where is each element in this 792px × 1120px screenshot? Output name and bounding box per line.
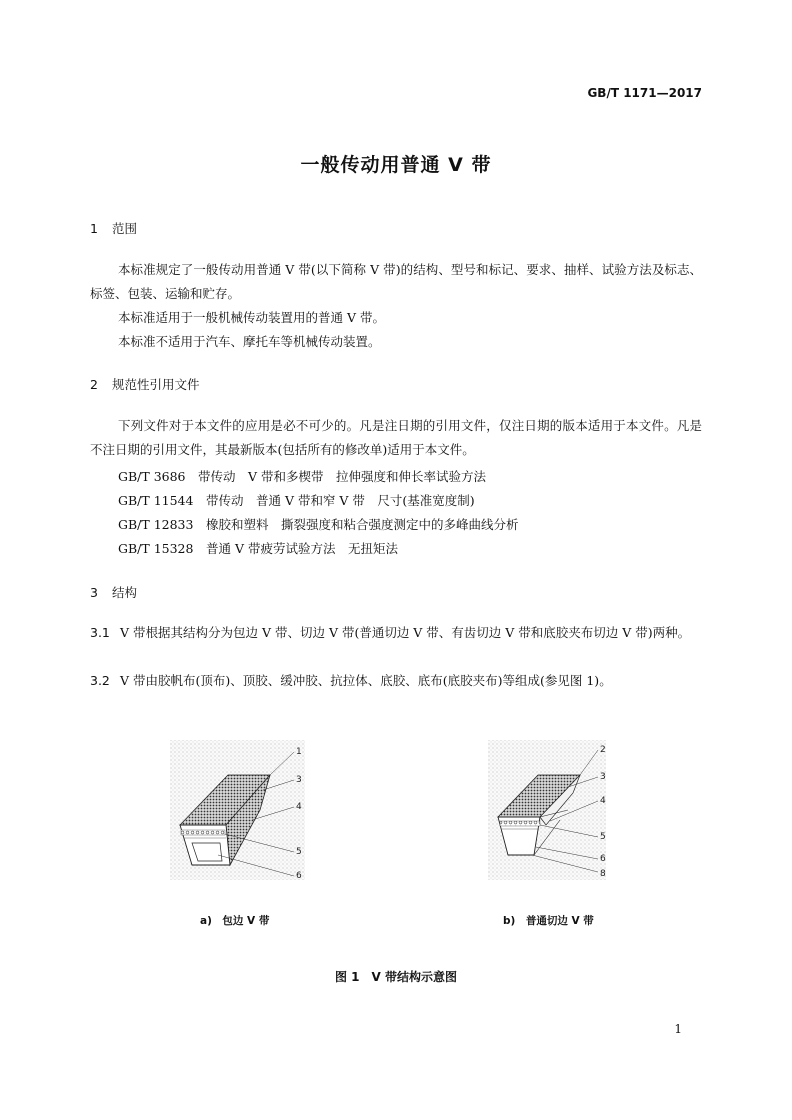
callout-label: 3 [296,775,302,785]
section-3-number: 3 [90,585,98,600]
clause-3-2-number: 3.2 [90,673,110,688]
reference-code: GB/T 12833 [118,517,194,532]
reference-item [118,491,475,509]
figure-caption: 图 1 V 带结构示意图 [335,970,457,984]
reference-title: 普通 V 带疲劳试验方法 无扭矩法 [205,541,398,556]
figure-a-caption: a) 包边 V 带 [200,915,270,927]
callout-label: 2 [600,745,606,755]
section-1-number: 1 [90,221,98,236]
callout-label: 6 [600,854,606,864]
reference-title: 带传动 普通 V 带和窄 V 带 尺寸(基准宽度制) [205,493,475,508]
callout-label: 5 [600,832,606,842]
section-2-heading [90,375,200,393]
clause-3-1-text: V 带根据其结构分为包边 V 带、切边 V 带(普通切边 V 带、有齿切边 V 带和底胶夹布切边 V 带)两种。 [120,625,691,640]
reference-title: 带传动 V 带和多楔带 拉伸强度和伸长率试验方法 [198,469,487,484]
section-1-heading [90,219,137,237]
figure-b-caption: b) 普通切边 V 带 [503,915,594,927]
reference-title: 橡胶和塑料 撕裂强度和粘合强度测定中的多峰曲线分析 [205,517,519,532]
callout-label: 4 [600,796,606,806]
clause-3-2 [90,669,702,693]
clause-3-2-text: V 带由胶帆布(顶布)、顶胶、缓冲胶、抗拉体、底胶、底布(底胶夹布)等组成(参见图 1)。 [120,673,612,688]
tension-cord-layer [181,830,225,835]
section-1-title: 范围 [112,221,138,236]
document-title: 一般传动用普通 V 带 [300,154,492,176]
reference-item [118,515,519,533]
section-3-title: 结构 [112,585,138,600]
reference-item [118,467,486,485]
clause-3-1 [90,621,702,645]
reference-code: GB/T 11544 [118,493,194,508]
section-1-paragraph-3: 本标准不适用于汽车、摩托车等机械传动装置。 [118,334,381,349]
reference-code: GB/T 3686 [118,469,186,484]
callout-label: 6 [296,871,302,881]
section-3-heading [90,583,137,601]
section-1-paragraph-2: 本标准适用于一般机械传动装置用的普通 V 带。 [118,310,385,325]
callout-label: 8 [600,869,606,879]
standard-number: GB/T 1171—2017 [587,86,702,100]
tension-cord-layer [500,821,540,826]
reference-code: GB/T 15328 [118,541,194,556]
callout-label: 1 [296,747,302,757]
figure-b-raw-edge-v-belt-diagram [488,735,618,885]
callout-label: 4 [296,802,302,812]
callout-label: 5 [296,847,302,857]
section-1-paragraph-1: 本标准规定了一般传动用普通 V 带(以下简称 V 带)的结构、型号和标记、要求、抽样、试验方法及标志、标签、包装、运输和贮存。 [90,262,702,301]
section-2-title: 规范性引用文件 [112,377,200,392]
section-2-intro: 下列文件对于本文件的应用是必不可少的。凡是注日期的引用文件，仅注日期的版本适用于本文件。凡是不注日期的引用文件，其最新版本(包括所有的修改单)适用于本文件。 [90,418,702,457]
callout-label: 3 [600,772,606,782]
clause-3-1-number: 3.1 [90,625,110,640]
figure-a-wrapped-v-belt-diagram [170,735,320,885]
reference-item [118,539,398,557]
page-number: 1 [674,1022,682,1036]
section-2-number: 2 [90,377,98,392]
